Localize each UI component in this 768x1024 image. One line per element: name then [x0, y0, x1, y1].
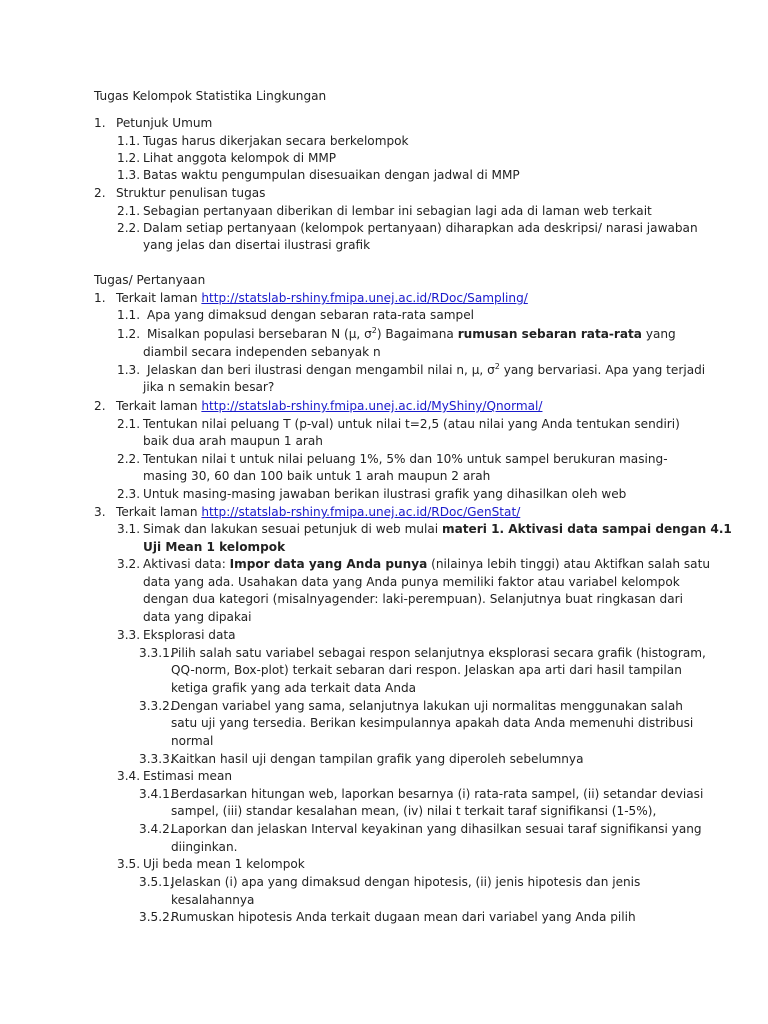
- list-item: [147, 325, 676, 343]
- item-number: 2.2.: [117, 221, 141, 235]
- item-number: 3.4.1.: [139, 787, 174, 801]
- list-item-continuation: masing 30, 60 dan 100 baik untuk 1 arah maupun 2 arah: [143, 469, 491, 483]
- bold-text: materi 1. Aktivasi data sampai dengan 4.1: [442, 522, 732, 536]
- bold-text: Impor data yang Anda punya: [229, 557, 428, 571]
- list-item: Untuk masing-masing jawaban berikan ilustrasi grafik yang dihasilkan oleh web: [143, 487, 627, 501]
- list-item: Tugas harus dikerjakan secara berkelompok: [143, 134, 409, 148]
- text-run: Jelaskan dan beri ilustrasi dengan mengambil nilai n, μ, σ: [147, 363, 495, 377]
- subsection-heading: Uji beda mean 1 kelompok: [143, 857, 305, 871]
- subsection-heading: Eksplorasi data: [143, 628, 236, 642]
- list-item: Berdasarkan hitungan web, laporkan besarnya (i) rata-rata sampel, (ii) setandar deviasi: [171, 787, 704, 801]
- item-number: 3.1.: [117, 522, 141, 536]
- list-item-continuation: dengan dua kategori (misalnyagender: laki-perempuan). Selanjutnya buat ringkasan dari: [143, 592, 683, 606]
- list-item: Jelaskan (i) apa yang dimaksud dengan hipotesis, (ii) jenis hipotesis dan jenis: [171, 875, 641, 889]
- text-run: (nilainya lebih tinggi) atau Aktifkan salah satu: [427, 557, 710, 571]
- item-number: 1.2.: [117, 151, 141, 165]
- item-number: 1.3.: [117, 168, 141, 182]
- list-item-continuation: kesalahannya: [171, 893, 255, 907]
- subsection-heading: Estimasi mean: [143, 769, 233, 783]
- task-3-heading: [116, 503, 520, 521]
- item-number: 2.1.: [117, 417, 141, 431]
- task-3-number: 3.: [94, 505, 106, 519]
- list-item-continuation: [143, 538, 285, 556]
- list-item-continuation: sampel, (iii) standar kesalahan mean, (iv) nilai t terkait taraf signifikansi (1-5%),: [171, 804, 657, 818]
- item-number: 1.2.: [117, 327, 141, 341]
- text-run: Aktivasi data:: [143, 557, 230, 571]
- task-prefix: Terkait laman: [116, 291, 198, 305]
- task-2-heading: [116, 397, 542, 415]
- list-item: Tentukan nilai t untuk nilai peluang 1%, 5% dan 10% untuk sampel berukuran masing-: [143, 452, 668, 466]
- list-item: Kaitkan hasil uji dengan tampilan grafik yang diperoleh sebelumnya: [171, 752, 584, 766]
- superscript: 2: [494, 361, 500, 371]
- item-number: 1.1.: [117, 308, 141, 322]
- task-1-number: 1.: [94, 291, 106, 305]
- task-prefix: Terkait laman: [116, 399, 198, 413]
- list-item-continuation: data yang dipakai: [143, 610, 252, 624]
- item-number: 3.3.: [117, 628, 141, 642]
- section-1-number: 1.: [94, 116, 106, 130]
- text-run: yang bervariasi. Apa yang terjadi: [499, 363, 706, 377]
- sampling-link[interactable]: http://statslab-rshiny.fmipa.unej.ac.id/RDoc/Sampling/: [201, 291, 528, 305]
- list-item-continuation: diinginkan.: [171, 840, 238, 854]
- list-item: Batas waktu pengumpulan disesuaikan dengan jadwal di MMP: [143, 168, 520, 182]
- list-item-continuation: ketiga grafik yang ada terkait data Anda: [171, 681, 417, 695]
- section-2-heading: Struktur penulisan tugas: [116, 186, 266, 200]
- item-number: 3.5.: [117, 857, 141, 871]
- list-item-continuation: yang jelas dan disertai ilustrasi grafik: [143, 238, 371, 252]
- item-number: 1.1.: [117, 134, 141, 148]
- task-1-heading: [116, 289, 528, 307]
- text-run: Misalkan populasi bersebaran N (μ, σ: [147, 327, 372, 341]
- text-run: yang: [641, 327, 676, 341]
- text-run: ) Bagaimana: [376, 327, 458, 341]
- list-item-continuation: diambil secara independen sebanyak n: [143, 345, 381, 359]
- list-item: [147, 361, 705, 379]
- bold-text: rumusan sebaran rata-rata: [457, 327, 642, 341]
- list-item: Tentukan nilai peluang T (p-val) untuk nilai t=2,5 (atau nilai yang Anda tentukan sendiri): [143, 417, 680, 431]
- item-number: 3.5.2.: [139, 910, 174, 924]
- list-item-continuation: QQ-norm, Box-plot) terkait sebaran dari respon. Jelaskan apa arti dari hasil tampilan: [171, 663, 682, 677]
- list-item: Pilih salah satu variabel sebagai respon selanjutnya eksplorasi secara grafik (histogram,: [171, 646, 706, 660]
- item-number: 2.2.: [117, 452, 141, 466]
- item-number: 3.4.: [117, 769, 141, 783]
- list-item-continuation: normal: [171, 734, 214, 748]
- item-number: 3.5.1.: [139, 875, 174, 889]
- item-number: 1.3.: [117, 363, 141, 377]
- list-item: Lihat anggota kelompok di MMP: [143, 151, 337, 165]
- item-number: 3.3.3.: [139, 752, 174, 766]
- list-item: [143, 555, 710, 573]
- superscript: 2: [371, 325, 377, 335]
- list-item: Dengan variabel yang sama, selanjutnya lakukan uji normalitas menggunakan salah: [171, 699, 683, 713]
- item-number: 3.3.2.: [139, 699, 174, 713]
- list-item-continuation: data yang ada. Usahakan data yang Anda punya memiliki faktor atau variabel kelompok: [143, 575, 680, 589]
- list-item: Dalam setiap pertanyaan (kelompok pertanyaan) diharapkan ada deskripsi/ narasi jawaban: [143, 221, 698, 235]
- text-run: Simak dan lakukan sesuai petunjuk di web mulai: [143, 522, 442, 536]
- genstat-link[interactable]: http://statslab-rshiny.fmipa.unej.ac.id/RDoc/GenStat/: [201, 505, 521, 519]
- section-2-number: 2.: [94, 186, 106, 200]
- item-number: 2.3.: [117, 487, 141, 501]
- qnormal-link[interactable]: http://statslab-rshiny.fmipa.unej.ac.id/MyShiny/Qnormal/: [201, 399, 543, 413]
- list-item: Rumuskan hipotesis Anda terkait dugaan mean dari variabel yang Anda pilih: [171, 910, 636, 924]
- task-2-number: 2.: [94, 399, 106, 413]
- list-item: [143, 520, 732, 538]
- list-item: Laporkan dan jelaskan Interval keyakinan yang dihasilkan sesuai taraf signifikansi yang: [171, 822, 702, 836]
- list-item-continuation: jika n semakin besar?: [143, 380, 275, 394]
- list-item-continuation: satu uji yang tersedia. Berikan kesimpulannya apakah data Anda memenuhi distribusi: [171, 716, 694, 730]
- task-prefix: Terkait laman: [116, 505, 198, 519]
- item-number: 2.1.: [117, 204, 141, 218]
- item-number: 3.4.2.: [139, 822, 174, 836]
- list-item: Sebagian pertanyaan diberikan di lembar ini sebagian lagi ada di laman web terkait: [143, 204, 652, 218]
- list-item: Apa yang dimaksud dengan sebaran rata-rata sampel: [147, 308, 475, 322]
- section-1-heading: Petunjuk Umum: [116, 116, 213, 130]
- item-number: 3.2.: [117, 557, 141, 571]
- list-item-continuation: baik dua arah maupun 1 arah: [143, 434, 323, 448]
- document-title: Tugas Kelompok Statistika Lingkungan: [94, 89, 327, 103]
- item-number: 3.3.1.: [139, 646, 174, 660]
- tasks-heading: Tugas/ Pertanyaan: [94, 273, 206, 287]
- bold-text: Uji Mean 1 kelompok: [143, 540, 286, 554]
